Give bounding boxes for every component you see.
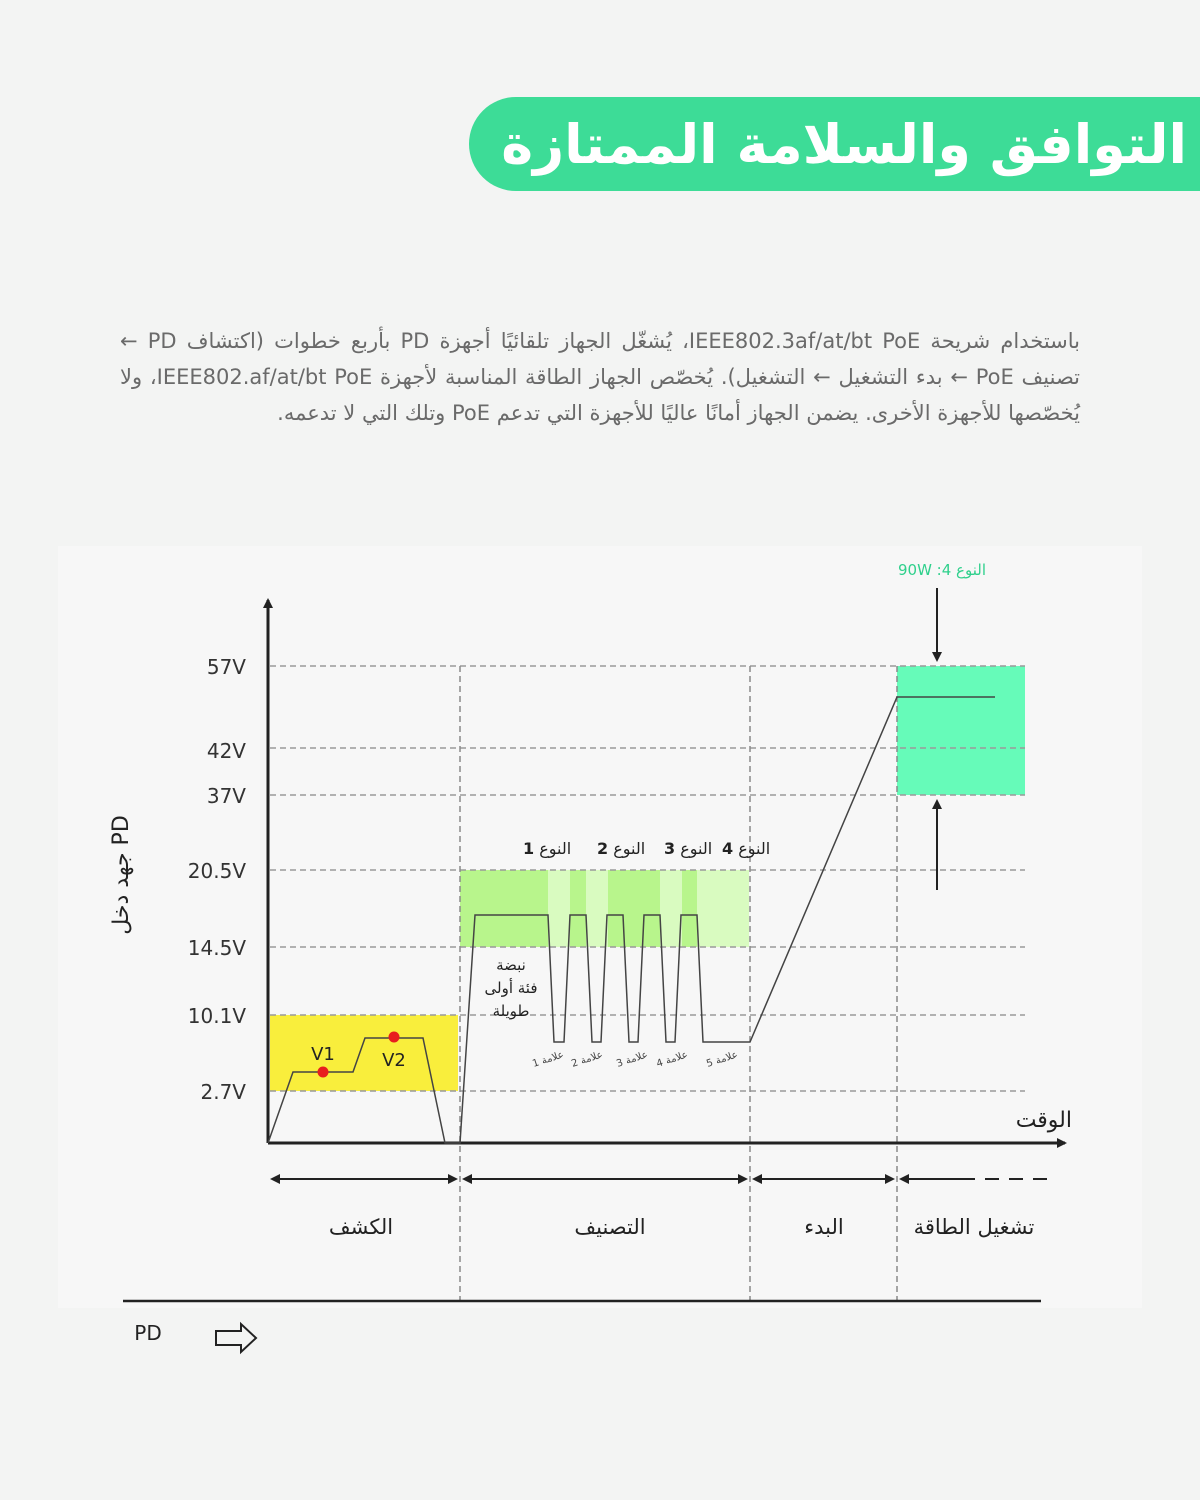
power-region xyxy=(897,666,1025,795)
v2-point xyxy=(389,1032,400,1043)
class-type-labels xyxy=(523,839,770,859)
svg-text:نبضة: نبضة xyxy=(496,956,526,974)
phase-detection: الكشف xyxy=(328,1215,394,1239)
svg-text:علامة 4: علامة 4 xyxy=(655,1049,690,1070)
detection-region xyxy=(270,1015,458,1091)
x-axis-label: الوقت xyxy=(1015,1108,1072,1133)
v2-label: V2 xyxy=(382,1050,406,1071)
svg-text:طويلة: طويلة xyxy=(492,1002,530,1020)
phase-classification: التصنيف xyxy=(574,1215,646,1239)
voltage-label-20-5: 20.5V xyxy=(187,859,246,883)
svg-text:علامة 2: علامة 2 xyxy=(570,1049,605,1070)
svg-text:علامة 3: علامة 3 xyxy=(615,1049,650,1070)
voltage-labels xyxy=(188,655,247,1104)
mark-labels xyxy=(531,1049,739,1069)
power-type-label: النوع 4: 90W xyxy=(897,561,987,579)
pd-arrow-icon xyxy=(216,1324,256,1352)
voltage-label-14-5: 14.5V xyxy=(187,936,246,960)
pd-label: PD xyxy=(134,1321,162,1345)
phase-labels xyxy=(329,1215,1035,1239)
voltage-label-57: 57V xyxy=(206,655,246,679)
description-text: باستخدام شريحة IEEE802.3af/at/bt PoE، يُشغّل الجهاز تلقائيًا أجهزة PD بأربع خطوات (اكتشاف PD ← تصنيف PoE ← بدء التشغيل ← التشغيل). يُخصّص الجهاز الطاقة المناسبة لأجهزة IEEE802.af/at/bt PoE، ولا يُخصّصها للأجهزة الأخرى. يضمن الجهاز أمانًا عاليًا للأجهزة التي تدعم PoE وتلك التي لا تدعمه. xyxy=(120,329,1081,425)
phase-power-on: تشغيل الطاقة xyxy=(913,1215,1035,1239)
svg-text:علامة 1: علامة 1 xyxy=(531,1049,566,1070)
phase-startup: البدء xyxy=(804,1215,844,1239)
y-axis-label: جهد دخل PD xyxy=(109,815,134,935)
voltage-label-2-7: 2.7V xyxy=(200,1080,246,1104)
class-type-1: النوع 1 xyxy=(523,839,572,858)
class-type-3: النوع 3 xyxy=(664,839,713,858)
voltage-label-37: 37V xyxy=(206,784,246,808)
svg-text:فئة أولى: فئة أولى xyxy=(484,979,538,997)
svg-text:علامة 5: علامة 5 xyxy=(705,1049,740,1070)
voltage-label-42: 42V xyxy=(206,739,246,763)
class-type-4: النوع 4 xyxy=(722,839,771,858)
voltage-label-10-1: 10.1V xyxy=(187,1004,246,1028)
v1-label: V1 xyxy=(311,1044,335,1065)
long-pulse-label xyxy=(485,956,538,1020)
v1-point xyxy=(318,1067,329,1078)
page-title: التوافق والسلامة الممتازة xyxy=(501,112,1187,176)
class-type-2: النوع 2 xyxy=(597,839,646,858)
